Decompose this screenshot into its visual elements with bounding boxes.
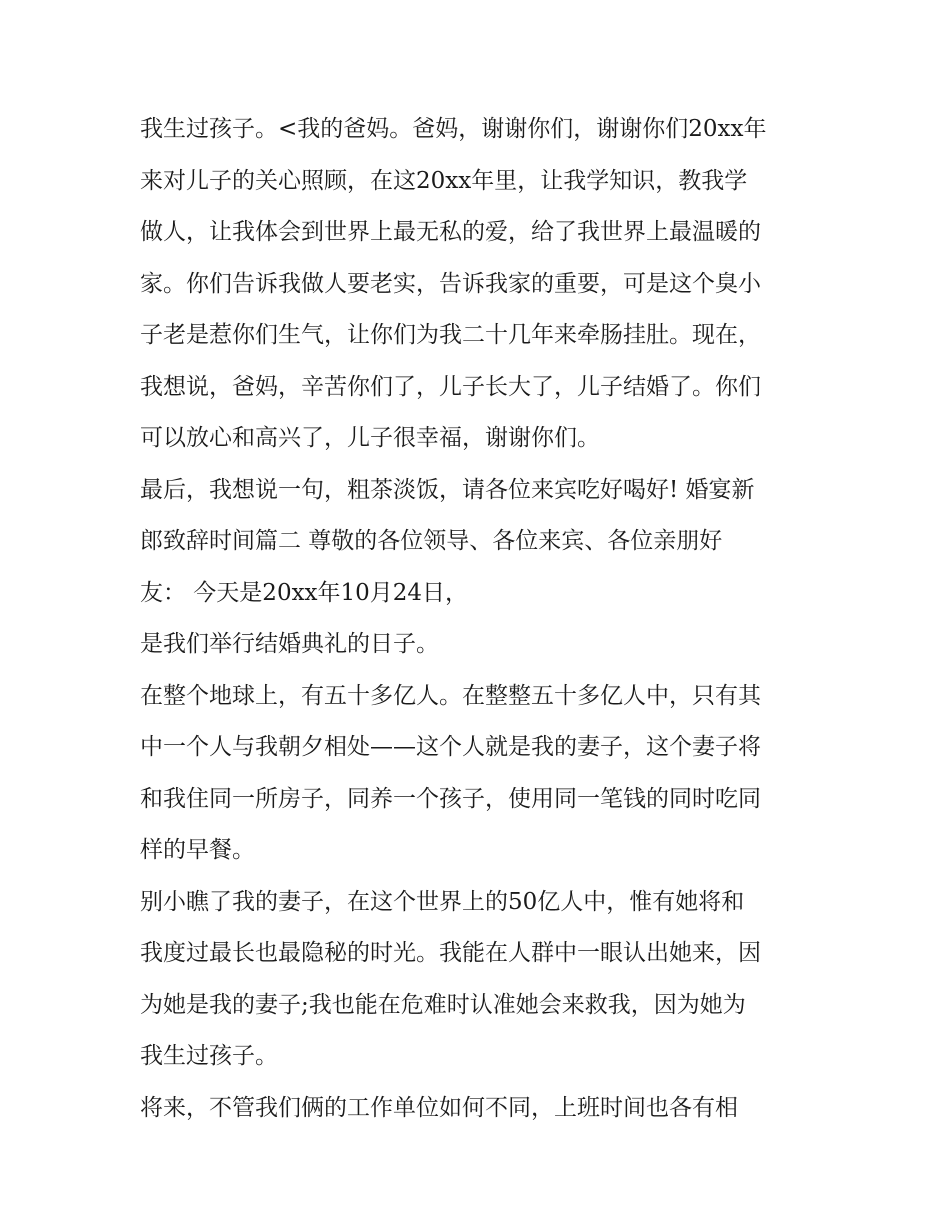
text-line: 做人，让我体会到世界上最无私的爱，给了我世界上最温暖的	[140, 219, 761, 245]
text-line: 我生过孩子。	[140, 1043, 278, 1069]
text-line: 将来，不管我们俩的工作单位如何不同，上班时间也各有相	[140, 1094, 738, 1121]
text-line: 可以放心和高兴了，儿子很幸福，谢谢你们。	[140, 425, 600, 451]
text-line: 友： 今天是20xx年10月24日，	[140, 579, 469, 606]
document-body	[140, 104, 830, 1134]
text-line: 和我住同一所房子，同养一个孩子，使用同一笔钱的同时吃同	[140, 785, 761, 812]
text-line: 来对儿子的关心照顾，在这20xx年里，让我学知识，教我学	[140, 167, 748, 194]
text-line: 在整个地球上，有五十多亿人。在整整五十多亿人中，只有其	[140, 682, 761, 709]
text-line: 我生过孩子。<我的爸妈。爸妈，谢谢你们，谢谢你们20xx年	[140, 116, 767, 142]
text-line: 最后，我想说一句，粗茶淡饭，请各位来宾吃好喝好! 婚宴新	[140, 476, 755, 503]
text-line: 别小瞧了我的妻子，在这个世界上的50亿人中，惟有她将和	[140, 888, 745, 915]
text-line: 样的早餐。	[140, 837, 255, 863]
text-line: 我度过最长也最隐秘的时光。我能在人群中一眼认出她来，因	[140, 940, 761, 966]
text-line: 我想说，爸妈，辛苦你们了，儿子长大了，儿子结婚了。你们	[140, 373, 761, 400]
text-line: 郎致辞时间篇二 尊敬的各位领导、各位来宾、各位亲朋好	[140, 528, 723, 554]
text-line: 是我们举行结婚典礼的日子。	[140, 631, 439, 657]
text-line: 为她是我的妻子;我也能在危难时认准她会来救我，因为她为	[140, 991, 746, 1018]
text-line: 家。你们告诉我做人要老实，告诉我家的重要，可是这个臭小	[140, 270, 761, 297]
text-line: 子老是惹你们生气，让你们为我二十几年来牵肠挂肚。现在，	[140, 322, 761, 348]
text-line: 中一个人与我朝夕相处——这个人就是我的妻子，这个妻子将	[140, 734, 761, 760]
